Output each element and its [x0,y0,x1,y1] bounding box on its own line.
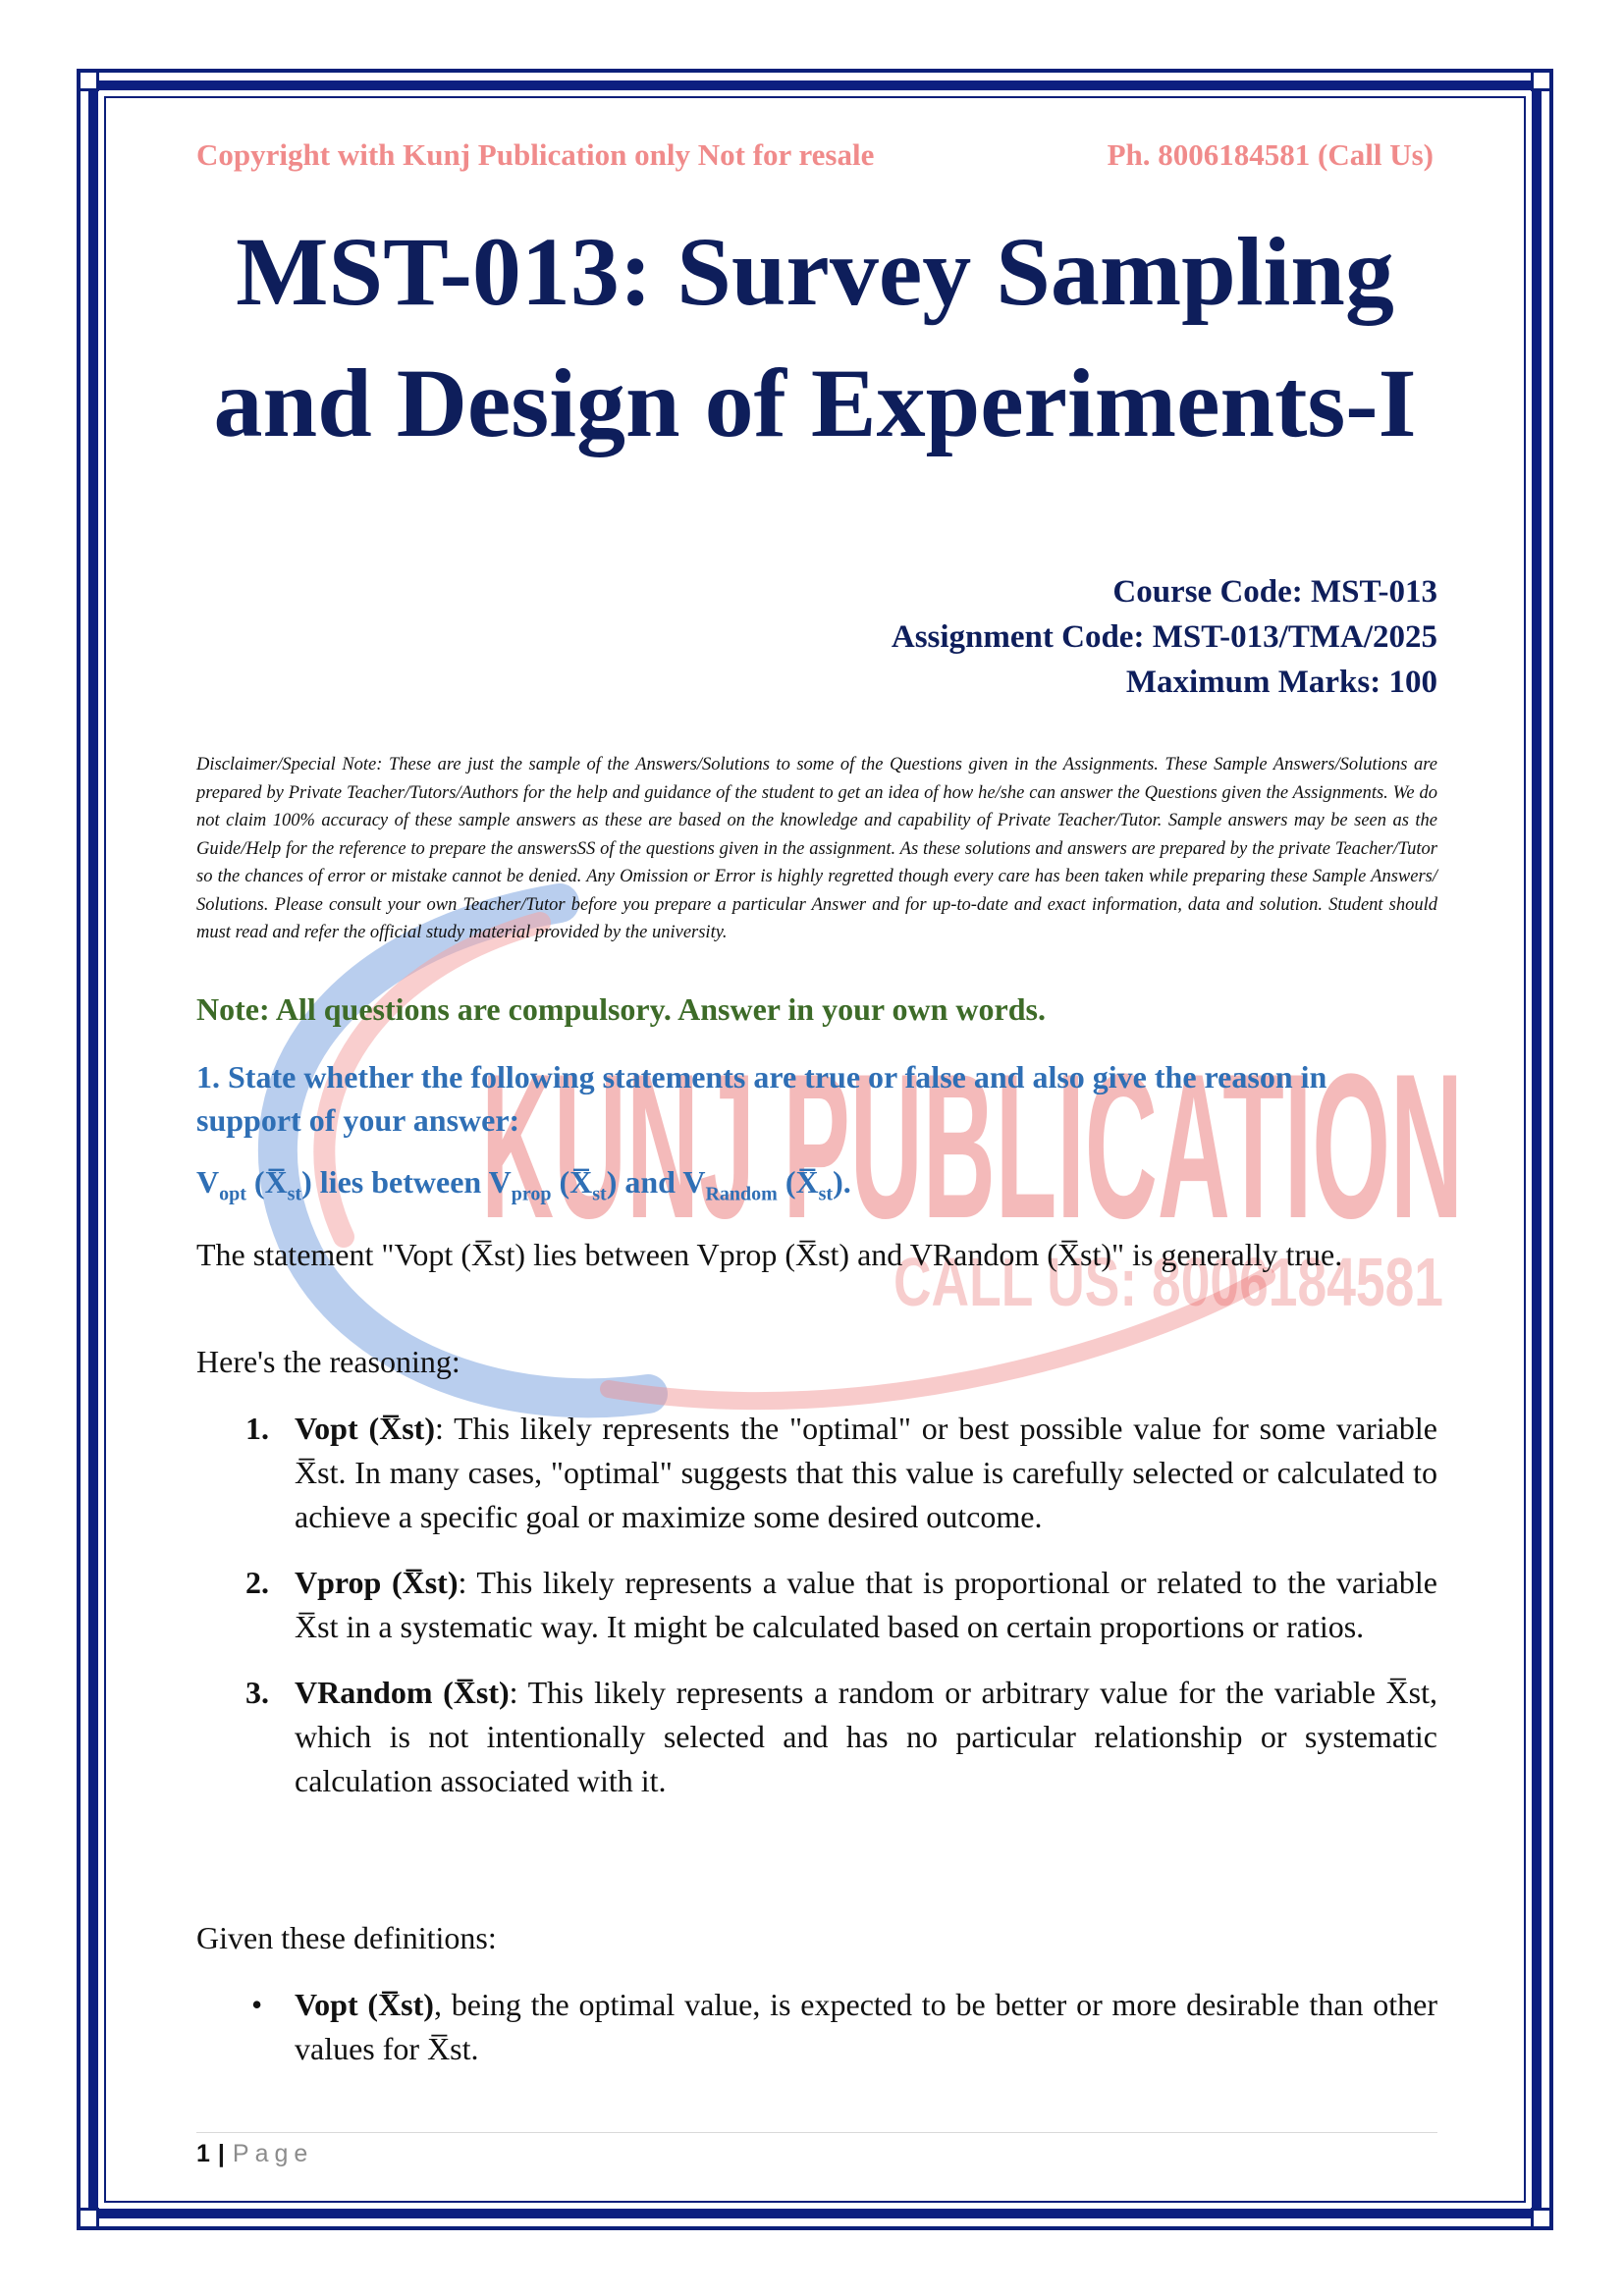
watermark-brand-text: KUNJ PUBLICATION [481,1031,1463,1261]
phone-text: Ph. 8006184581 (Call Us) [1107,137,1434,172]
title-line-2: and Design of Experiments-I [213,348,1417,457]
question-heading: 1. State whether the following statements are true or false and also give the reason in support of your answer: [196,1059,1327,1138]
list-item-number: 1. [245,1411,269,1446]
list-item-number: 2. [245,1565,269,1600]
list-item-text: : This likely represents a value that is proportional or related to the variable X̅st in a systematic way. It might be calculated based on certain proportions or ratios. [295,1565,1438,1644]
footer-separator: | [217,2140,225,2167]
bullet-icon: • [251,1987,263,2022]
assignment-code: Assignment Code: MST-013/TMA/2025 [891,619,1437,655]
list-item [196,1561,1437,1649]
list-item-term: Vopt (X̅st) [295,1411,435,1446]
list-item [196,1671,1437,1803]
list-item-text: : This likely represents a random or arbitrary value for the variable X̅st, which is not intentionally selected and has no particular relationship or systematic calculation associated with it. [295,1675,1438,1798]
copyright-header [196,137,1434,173]
page-number: 1 [196,2140,210,2167]
statement-heading: $V_{opt}$ $(X̅_{st})$ lies between $V_{prop}$ $(X̅_{st})$ and $V_{Random}$ $(X̅_{st})$. [196,1164,851,1205]
list-item-term: Vopt (X̅st) [295,1987,434,2022]
bullet-list [196,1983,1437,2071]
list-item-term: VRandom (X̅st) [295,1675,510,1710]
note: Note: All questions are compulsory. Answer in your own words. [196,991,1046,1027]
assignment-codes [785,569,1437,705]
title-line-1: MST-013: Survey Sampling [236,217,1394,326]
list-item-text: : This likely represents the "optimal" or best possible value for some variable X̅st. In many cases, "optimal" suggests that this value is carefully selected or calculated to achieve a specific goal or maximize some desired outcome. [295,1411,1437,1534]
corner-ornament [78,2208,99,2229]
corner-ornament [1531,2208,1552,2229]
list-item [196,1983,1437,2071]
list-item [196,1407,1437,1539]
corner-ornament [78,70,99,91]
list-item-text: , being the optimal value, is expected to be better or more desirable than other values for X̅st. [295,1987,1438,2066]
page-title [157,206,1473,469]
corner-ornament [1531,70,1552,91]
reasoning-label: Here's the reasoning: [196,1344,460,1379]
copyright-text: Copyright with Kunj Publication only Not for resale [196,137,875,172]
definitions-label: Given these definitions: [196,1920,497,1955]
disclaimer: Disclaimer/Special Note: These are just the sample of the Answers/Solutions to some of the Questions given in the Assignments. These Sample Answers/Solutions are prepared by Private Teacher/Tutors/Authors for the help and guidance of the student to get an idea of how he/she can answer the Questions given the Assignments. We do not claim 100% accuracy of these sample answers as these are based on the knowledge and capability of Private Teacher/Tutor. Sample answers may be seen as the Guide/Help for the reference to prepare the answersSS of the questions given in the assignment. As these solutions and answers are prepared by the private Teacher/Tutor so the chances of error or mistake cannot be denied. Any Omission or Error is highly regretted though every care has been taken while preparing these Sample Answers/ Solutions. Please consult your own Teacher/Tutor before you prepare a particular Answer and for up-to-date and exact information, data and solution. Student should must read and refer the official study material provided by the university. [196,755,1437,942]
course-code: Course Code: MST-013 [1112,574,1437,610]
answer-intro: The statement "Vopt (X̅st) lies between Vprop (X̅st) and VRandom (X̅st)" is generally true. [196,1237,1343,1272]
page-label: Page [232,2140,314,2167]
list-item-term: Vprop (X̅st) [295,1565,459,1600]
reasons-list [196,1407,1437,1803]
footer-divider [196,2132,1437,2133]
list-item-number: 3. [245,1675,269,1710]
watermark-call-text: CALL US: 8006184581 [893,1244,1443,1320]
maximum-marks: Maximum Marks: 100 [1125,665,1437,700]
page-footer [196,2140,313,2168]
